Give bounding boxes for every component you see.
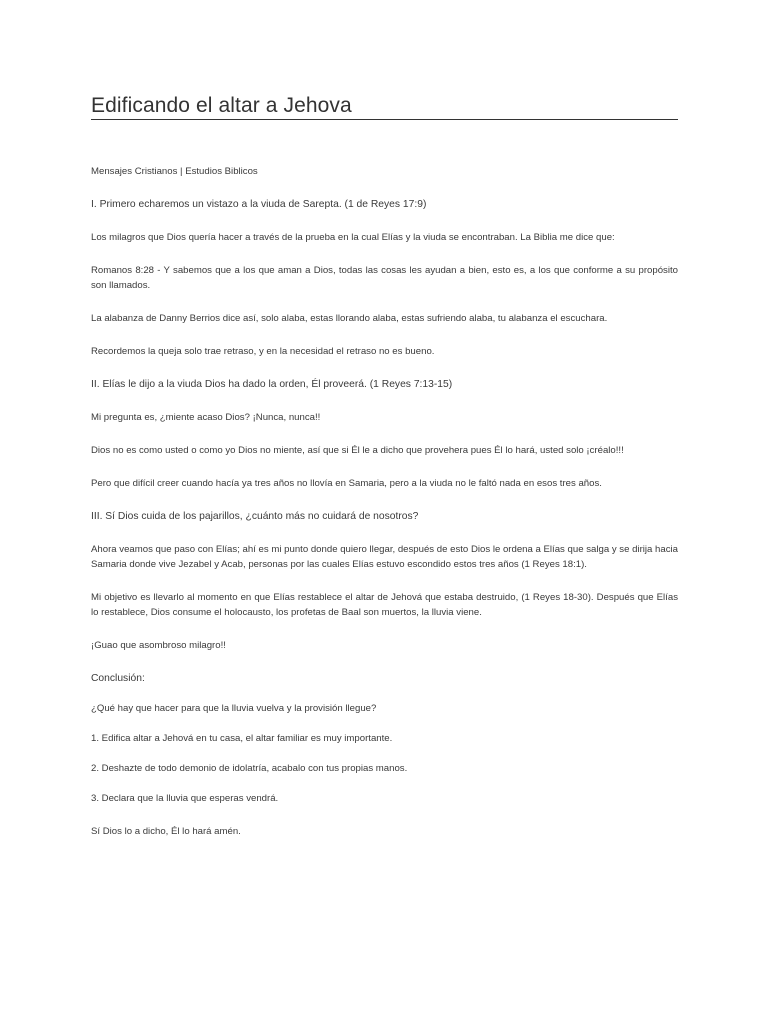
paragraph: Mi objetivo es llevarlo al momento en que Elías restablece el altar de Jehová que estaba destruido, (1 Reyes 18-30). Después que Elías lo restablece, Dios consume el holocausto, los profetas de Baal son muertos, la lluvia viene. bbox=[91, 592, 678, 618]
paragraph: Dios no es como usted o como yo Dios no miente, así que si Él le a dicho que provehera pues Él lo hará, usted solo ¡créalo!!! bbox=[91, 445, 624, 456]
paragraph: Mi pregunta es, ¿miente acaso Dios? ¡Nunca, nunca!! bbox=[91, 412, 321, 423]
paragraph: 3. Declara que la lluvia que esperas vendrá. bbox=[91, 793, 279, 804]
paragraph: Sí Dios lo a dicho, Él lo hará amén. bbox=[91, 826, 241, 837]
paragraph: Pero que difícil creer cuando hacía ya tres años no llovía en Samaria, pero a la viuda no le faltó nada en esos tres años. bbox=[91, 478, 602, 489]
paragraph: II. Elías le dijo a la viuda Dios ha dado la orden, Él proveerá. (1 Reyes 7:13-15) bbox=[91, 379, 453, 390]
title-underline bbox=[91, 119, 678, 120]
paragraph: Ahora veamos que paso con Elías; ahí es mi punto donde quiero llegar, después de esto Dios le ordena a Elías que salga y se dirija hacia Samaria donde vive Jezabel y Acab, personas por las cuales Elías estuvo escondido estos tres años (1 Reyes 18:1). bbox=[91, 544, 678, 570]
paragraph: 2. Deshazte de todo demonio de idolatría, acabalo con tus propias manos. bbox=[91, 763, 408, 774]
paragraph: 1. Edifica altar a Jehová en tu casa, el altar familiar es muy importante. bbox=[91, 733, 393, 744]
paragraph: I. Primero echaremos un vistazo a la viuda de Sarepta. (1 de Reyes 17:9) bbox=[91, 199, 427, 210]
paragraph: Mensajes Cristianos | Estudios Biblicos bbox=[91, 166, 258, 177]
paragraph: Recordemos la queja solo trae retraso, y en la necesidad el retraso no es bueno. bbox=[91, 346, 435, 357]
paragraph: ¡Guao que asombroso milagro!! bbox=[91, 640, 226, 651]
document-title: Edificando el altar a Jehova bbox=[91, 94, 352, 117]
paragraph: Los milagros que Dios quería hacer a través de la prueba en la cual Elías y la viuda se encontraban. La Biblia me dice que: bbox=[91, 232, 615, 243]
paragraph: III. Sí Dios cuida de los pajarillos, ¿cuánto más no cuidará de nosotros? bbox=[91, 511, 419, 522]
paragraph: La alabanza de Danny Berrios dice así, solo alaba, estas llorando alaba, estas sufriendo alaba, tu alabanza el escuchara. bbox=[91, 313, 608, 324]
paragraph: Conclusión: bbox=[91, 673, 145, 684]
paragraph: Romanos 8:28 - Y sabemos que a los que aman a Dios, todas las cosas les ayudan a bien, esto es, a los que conforme a su propósito son llamados. bbox=[91, 265, 678, 291]
document-page bbox=[91, 94, 678, 839]
document-body bbox=[91, 164, 678, 839]
paragraph: ¿Qué hay que hacer para que la lluvia vuelva y la provisión llegue? bbox=[91, 703, 377, 714]
